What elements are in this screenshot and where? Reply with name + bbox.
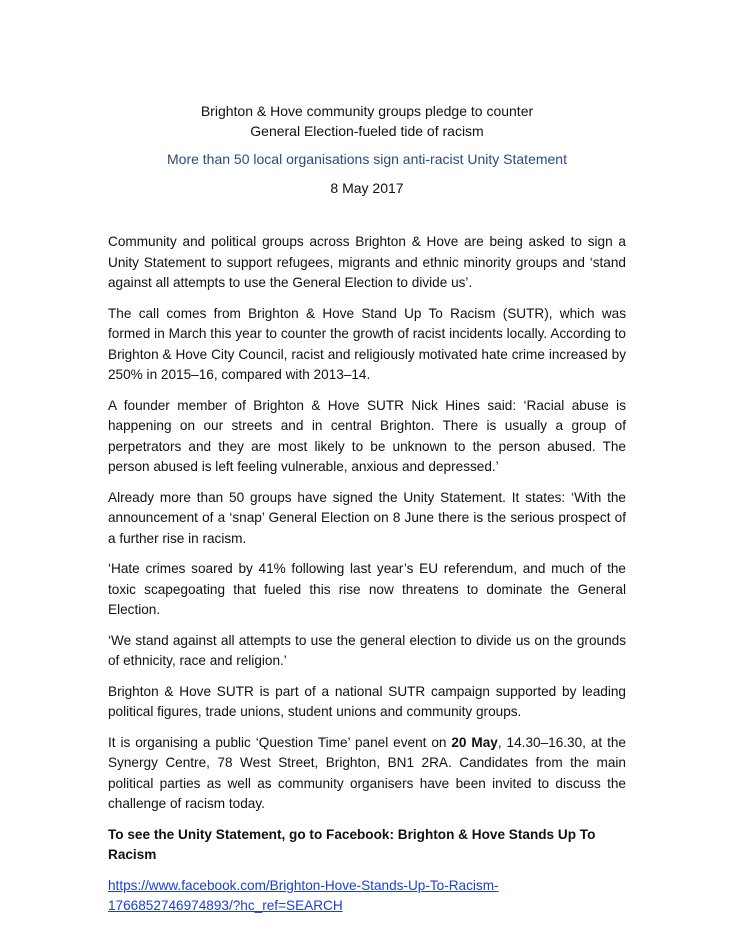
- link-line-1: https://www.facebook.com/Brighton-Hove-Stands-Up-To-Racism-: [108, 877, 499, 893]
- date: 8 May 2017: [330, 180, 404, 196]
- event-paragraph: [108, 733, 626, 815]
- paragraph-7: Brighton & Hove SUTR is part of a national SUTR campaign supported by leading political figures, trade unions, student unions and community groups.: [108, 683, 626, 719]
- title-line-1: Brighton & Hove community groups pledge to counter: [200, 103, 534, 119]
- paragraph-5: ‘Hate crimes soared by 41% following last year’s EU referendum, and much of the toxic scapegoating that fueled this rise now threatens to dominate the General Election.: [108, 561, 626, 617]
- paragraph-1: Community and political groups across Brighton & Hove are being asked to sign a Unity Statement to support refugees, migrants and ethnic minority groups and ‘stand against all attempts to use the General Election to divide us’.: [108, 234, 626, 290]
- subtitle: More than 50 local organisations sign anti-racist Unity Statement: [167, 151, 567, 167]
- facebook-link[interactable]: [108, 878, 499, 914]
- title-line-2: General Election-fueled tide of racism: [250, 123, 484, 139]
- paragraph-4: Already more than 50 groups have signed the Unity Statement. It states: ‘With the announcement of a ‘snap’ General Election on 8 June there is the serious prospect of a further rise in racism.: [108, 489, 626, 546]
- event-text-before: It is organising a public ‘Question Time’ panel event on: [108, 734, 452, 750]
- paragraph-6: ‘We stand against all attempts to use the general election to divide us on the grounds of ethnicity, race and religion.’: [108, 632, 626, 668]
- paragraph-3: A founder member of Brighton & Hove SUTR Nick Hines said: ‘Racial abuse is happening on our streets and in central Brighton. There is usually a group of perpetrators and they are most likely to be unknown to the person abused. The person abused is left feeling vulnerable, anxious and depressed.’: [108, 397, 626, 474]
- cta-text: To see the Unity Statement, go to Facebook: Brighton & Hove Stands Up To Racism: [108, 826, 596, 862]
- event-text-after: , 14.30–16.30, at the Synergy Centre, 78 West Street, Brighton, BN1 2RA. Candidates from the main political parties as well as community organisers have been invited to discuss the challenge of racism today.: [108, 734, 626, 811]
- document-body: [108, 232, 626, 927]
- link-line-2: 1766852746974893/?hc_ref=SEARCH: [108, 898, 343, 913]
- facebook-link-paragraph: [108, 876, 626, 917]
- paragraph-2: The call comes from Brighton & Hove Stand Up To Racism (SUTR), which was formed in March this year to counter the growth of racist incidents locally. According to Brighton & Hove City Council, racist and religiously motivated hate crime increased by 250% in 2015–16, compared with 2013–14.: [108, 305, 626, 382]
- document-header: [0, 101, 734, 198]
- event-date: 20 May: [451, 734, 498, 750]
- cta-line: [108, 825, 626, 866]
